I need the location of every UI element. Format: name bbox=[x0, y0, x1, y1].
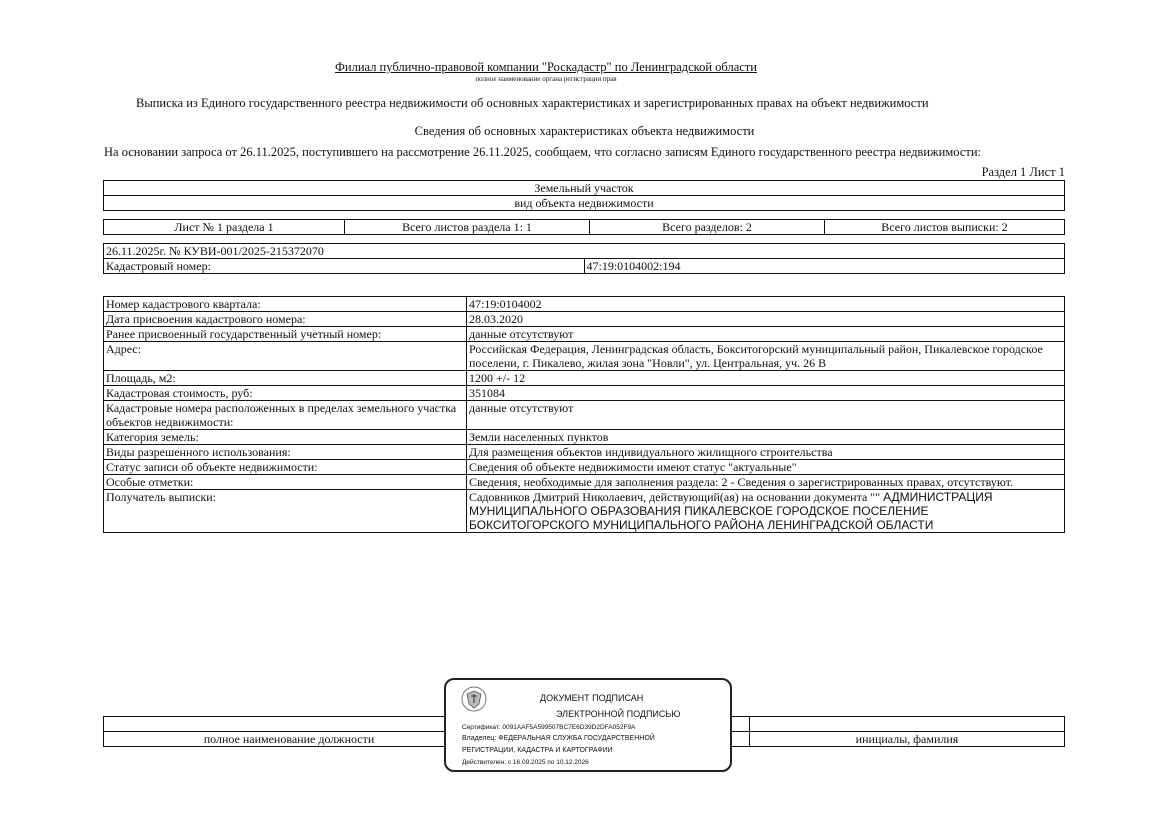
row-value: 28.03.2020 bbox=[467, 312, 1065, 327]
row-value: данные отсутствуют bbox=[467, 327, 1065, 342]
table-row bbox=[104, 401, 1065, 430]
table-row bbox=[104, 460, 1065, 475]
row-label: Статус записи об объекте недвижимости: bbox=[104, 460, 467, 475]
row-label: Ранее присвоенный государственный учетный номер: bbox=[104, 327, 467, 342]
table-row bbox=[104, 297, 1065, 312]
sheets-table bbox=[103, 219, 1065, 235]
row-value: Российская Федерация, Ленинградская область, Бокситогорский муниципальный район, Пикалевское городское поселени, г. Пикалево, жилая зона "Новли", ул. Центральная, уч. 26 В bbox=[467, 342, 1065, 371]
row-label: Виды разрешенного использования: bbox=[104, 445, 467, 460]
org-subtitle: полное наименование органа регистрации прав bbox=[475, 75, 617, 83]
object-kind-table bbox=[103, 180, 1065, 211]
recipient-line1: Садовников Дмитрий Николаевич, действующий(ая) на основании документа "" bbox=[469, 490, 881, 504]
cadastral-number-value: 47:19:0104002:194 bbox=[584, 259, 1065, 274]
row-label: Адрес: bbox=[104, 342, 467, 371]
row-label: Кадастровые номера расположенных в пределах земельного участка объектов недвижимости: bbox=[104, 401, 467, 430]
table-row bbox=[104, 386, 1065, 401]
row-label: Площадь, м2: bbox=[104, 371, 467, 386]
row-label: Категория земель: bbox=[104, 430, 467, 445]
stamp-line1: ДОКУМЕНТ ПОДПИСАН bbox=[540, 693, 644, 703]
position-caption: полное наименование должности bbox=[104, 732, 475, 747]
electronic-signature-stamp bbox=[444, 678, 732, 772]
doc-number-table bbox=[103, 243, 1065, 274]
recipient-line3: БОКСИТОГОРСКОГО МУНИЦИПАЛЬНОГО РАЙОНА ЛЕНИНГРАДСКОЙ ОБЛАСТИ bbox=[469, 518, 934, 532]
row-value: данные отсутствуют bbox=[467, 401, 1065, 430]
row-value: Сведения об объекте недвижимости имеют статус "актуальные" bbox=[467, 460, 1065, 475]
org-name: Филиал публично-правовой компании "Роскадастр" по Ленинградской области bbox=[335, 60, 757, 74]
stamp-owner-continued: РЕГИСТРАЦИИ, КАДАСТРА И КАРТОГРАФИИ bbox=[462, 747, 613, 754]
table-row bbox=[104, 327, 1065, 342]
table-row bbox=[104, 430, 1065, 445]
row-label: Номер кадастрового квартала: bbox=[104, 297, 467, 312]
table-row bbox=[104, 490, 1065, 533]
row-value: Сведения, необходимые для заполнения раздела: 2 - Сведения о зарегистрированных правах, отсутствуют. bbox=[467, 475, 1065, 490]
document-subtitle: Сведения об основных характеристиках объекта недвижимости bbox=[414, 124, 755, 138]
total-sections: Всего разделов: 2 bbox=[590, 220, 825, 235]
total-extract-sheets: Всего листов выписки: 2 bbox=[825, 220, 1065, 235]
coat-of-arms-icon bbox=[460, 685, 488, 713]
section-sheet-label: Раздел 1 Лист 1 bbox=[981, 165, 1065, 179]
document-title: Выписка из Единого государственного реестра недвижимости об основных характеристиках и зарегистрированных правах на объект недвижимости bbox=[136, 96, 929, 110]
date-number: 26.11.2025г. № КУВИ-001/2025-215372070 bbox=[104, 244, 1065, 259]
object-kind-caption: вид объекта недвижимости bbox=[104, 196, 1065, 211]
row-value: 47:19:0104002 bbox=[467, 297, 1065, 312]
table-row bbox=[104, 312, 1065, 327]
stamp-validity: Действителен: с 16.09.2025 по 10.12.2026 bbox=[462, 759, 589, 766]
row-label: Кадастровая стоимость, руб: bbox=[104, 386, 467, 401]
row-value: 1200 +/- 12 bbox=[467, 371, 1065, 386]
name-caption: инициалы, фамилия bbox=[750, 732, 1065, 747]
recipient-value bbox=[467, 490, 1065, 533]
row-label: Дата присвоения кадастрового номера: bbox=[104, 312, 467, 327]
recipient-line2: МУНИЦИПАЛЬНОГО ОБРАЗОВАНИЯ ПИКАЛЕВСКОЕ ГОРОДСКОЕ ПОСЕЛЕНИЕ bbox=[469, 504, 929, 518]
row-value: 351084 bbox=[467, 386, 1065, 401]
row-value: Земли населенных пунктов bbox=[467, 430, 1065, 445]
table-row bbox=[104, 475, 1065, 490]
table-row bbox=[104, 342, 1065, 371]
characteristics-table bbox=[103, 296, 1065, 533]
cadastral-number-label: Кадастровый номер: bbox=[104, 259, 585, 274]
table-row bbox=[104, 445, 1065, 460]
request-basis: На основании запроса от 26.11.2025, поступившего на рассмотрение 26.11.2025, сообщаем, что согласно записям Единого государственного реестра недвижимости: bbox=[104, 145, 981, 159]
recipient-label: Получатель выписки: bbox=[104, 490, 467, 533]
total-section-sheets: Всего листов раздела 1: 1 bbox=[345, 220, 590, 235]
recipient-line1-upper: АДМИНИСТРАЦИЯ bbox=[883, 490, 993, 504]
stamp-line2: ЭЛЕКТРОННОЙ ПОДПИСЬЮ bbox=[556, 709, 681, 719]
stamp-owner: Владелец: ФЕДЕРАЛЬНАЯ СЛУЖБА ГОСУДАРСТВЕННОЙ bbox=[462, 735, 655, 742]
sheet-number: Лист № 1 раздела 1 bbox=[104, 220, 345, 235]
row-value: Для размещения объектов индивидуального жилищного строительства bbox=[467, 445, 1065, 460]
row-label: Особые отметки: bbox=[104, 475, 467, 490]
object-kind: Земельный участок bbox=[104, 181, 1065, 196]
stamp-certificate: Сертификат: 0091AAF5A599507BC7E6D39D2DFA052F9A bbox=[462, 724, 636, 731]
table-row bbox=[104, 371, 1065, 386]
